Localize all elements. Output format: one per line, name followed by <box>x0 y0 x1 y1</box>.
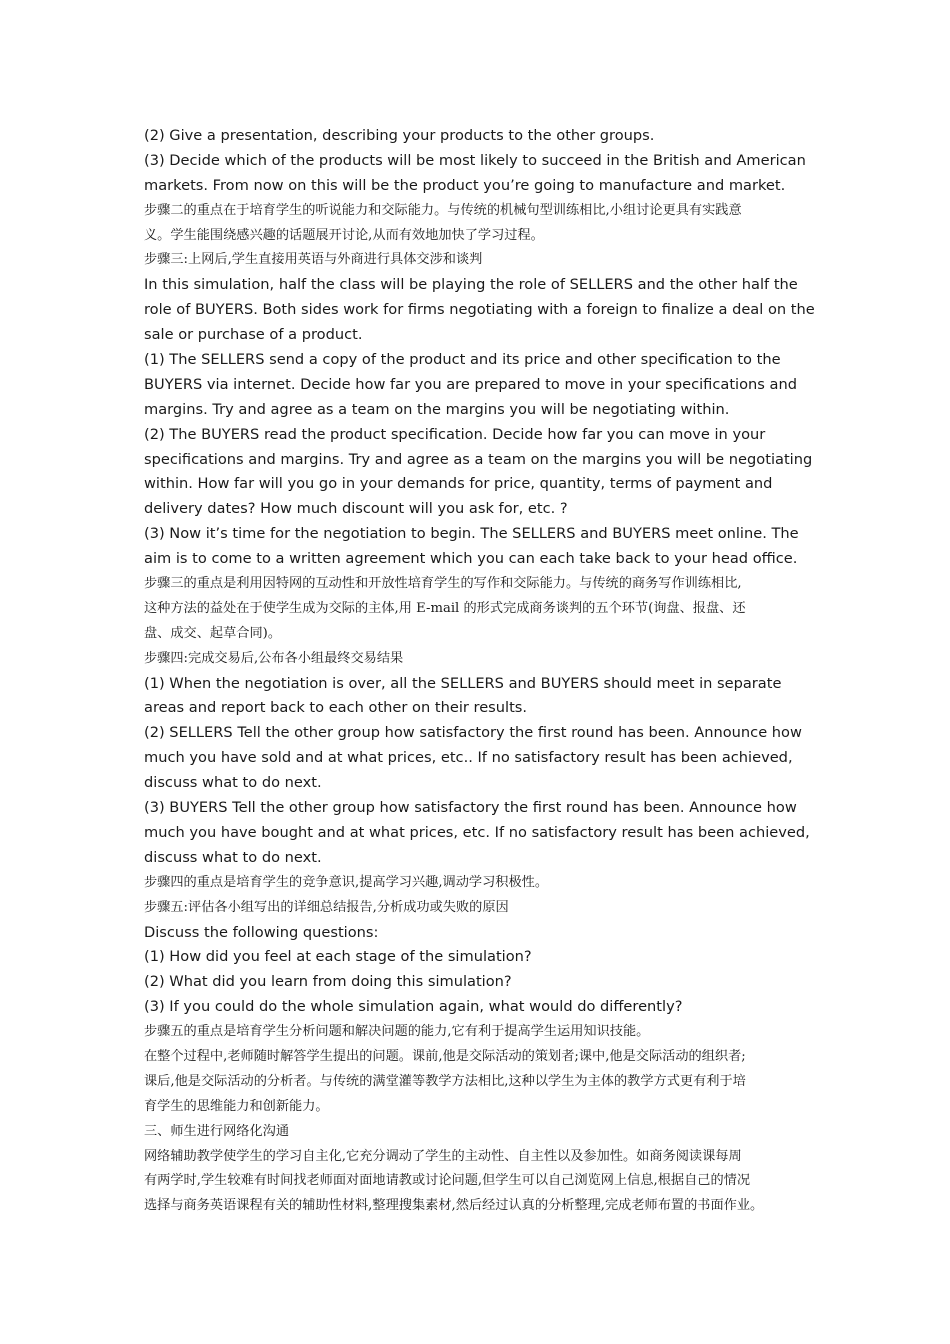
text-line: areas and report back to each other on their results. <box>144 699 528 717</box>
text-line: delivery dates? How much discount will you ask for, etc. ? <box>144 500 568 518</box>
text-line: 选择与商务英语课程有关的辅助性材料,整理搜集素材,然后经过认真的分析整理,完成老师布置的书面作业。 <box>144 1198 764 1214</box>
text-line: (1) The SELLERS send a copy of the product and its price and other specification to the <box>144 351 781 369</box>
text-line: much you have sold and at what prices, etc.. If no satisfactory result has been achieved, <box>144 749 793 767</box>
section-heading: 步骤五:评估各小组写出的详细总结报告,分析成功或失败的原因 <box>144 899 509 915</box>
text-line: (3) If you could do the whole simulation again, what would do differently? <box>144 998 683 1016</box>
text-line: margins. Try and agree as a team on the margins you will be negotiating within. <box>144 400 730 418</box>
text-line: (2) SELLERS Tell the other group how satisfactory the first round has been. Announce how <box>144 724 802 742</box>
text-line: sale or purchase of a product. <box>144 326 363 344</box>
text-line: within. How far will you go in your demands for price, quantity, terms of payment and <box>144 475 773 493</box>
text-line: markets. From now on this will be the product you’re going to manufacture and market. <box>144 176 786 194</box>
text-line: (2) What did you learn from doing this simulation? <box>144 973 512 991</box>
text-line: (3) Now it’s time for the negotiation to begin. The SELLERS and BUYERS meet online. The <box>144 525 799 543</box>
text-line: discuss what to do next. <box>144 848 322 866</box>
text-line: (2) Give a presentation, describing your products to the other groups. <box>144 127 655 144</box>
text-line: (2) The BUYERS read the product specification. Decide how far you can move in your <box>144 425 766 443</box>
section-heading: 步骤四:完成交易后,公布各小组最终交易结果 <box>144 650 404 666</box>
text-line: (3) BUYERS Tell the other group how satisfactory the first round has been. Announce how <box>144 799 797 817</box>
text-line: BUYERS via internet. Decide how far you are prepared to move in your specifications and <box>144 375 797 393</box>
text-line: 育学生的思维能力和创新能力。 <box>144 1098 329 1114</box>
text-line: aim is to come to a written agreement which you can each take back to your head office. <box>144 550 798 568</box>
text-line: 课后,他是交际活动的分析者。与传统的满堂灌等教学方法相比,这种以学生为主体的教学方式更有利于培 <box>144 1073 746 1089</box>
text-line: (1) When the negotiation is over, all the SELLERS and BUYERS should meet in separate <box>144 674 782 692</box>
text-line: (3) Decide which of the products will be most likely to succeed in the British and American <box>144 151 806 169</box>
text-line: 在整个过程中,老师随时解答学生提出的问题。课前,他是交际活动的策划者;课中,他是交际活动的组织者; <box>144 1048 746 1064</box>
text-line: specifications and margins. Try and agree as a team on the margins you will be negotiating <box>144 450 813 468</box>
text-line: (1) How did you feel at each stage of the simulation? <box>144 948 532 966</box>
text-line: much you have bought and at what prices, etc. If no satisfactory result has been achieved, <box>144 823 810 841</box>
section-heading: 三、师生进行网络化沟通 <box>144 1123 290 1139</box>
text-line: role of BUYERS. Both sides work for firms negotiating with a foreign to finalize a deal on the <box>144 301 815 319</box>
document-body <box>144 124 816 1219</box>
text-line: Discuss the following questions: <box>144 923 379 941</box>
text-line: 义。学生能围绕感兴趣的话题展开讨论,从而有效地加快了学习过程。 <box>144 227 544 243</box>
text-line: 步骤二的重点在于培育学生的听说能力和交际能力。与传统的机械句型训练相比,小组讨论更具有实践意 <box>144 202 742 218</box>
text-line: 步骤四的重点是培育学生的竞争意识,提高学习兴趣,调动学习积极性。 <box>144 874 549 890</box>
text-line: 网络辅助教学使学生的学习自主化,它充分调动了学生的主动性、自主性以及参加性。如商务阅读课每周 <box>144 1148 742 1164</box>
text-line: 盘、成交、起草合同)。 <box>144 625 282 641</box>
section-heading: 步骤三:上网后,学生直接用英语与外商进行具体交涉和谈判 <box>144 252 483 268</box>
text-line: discuss what to do next. <box>144 774 322 792</box>
text-line: 这种方法的益处在于使学生成为交际的主体,用 E-mail 的形式完成商务谈判的五个环节(询盘、报盘、还 <box>144 600 746 616</box>
text-line: In this simulation, half the class will be playing the role of SELLERS and the other half the <box>144 276 798 294</box>
text-line: 步骤三的重点是利用因特网的互动性和开放性培育学生的写作和交际能力。与传统的商务写作训练相比, <box>144 576 742 592</box>
text-line: 有两学时,学生较难有时间找老师面对面地请教或讨论问题,但学生可以自己浏览网上信息,根据自己的情况 <box>144 1173 751 1189</box>
text-line: 步骤五的重点是培育学生分析问题和解决问题的能力,它有利于提高学生运用知识技能。 <box>144 1024 650 1040</box>
